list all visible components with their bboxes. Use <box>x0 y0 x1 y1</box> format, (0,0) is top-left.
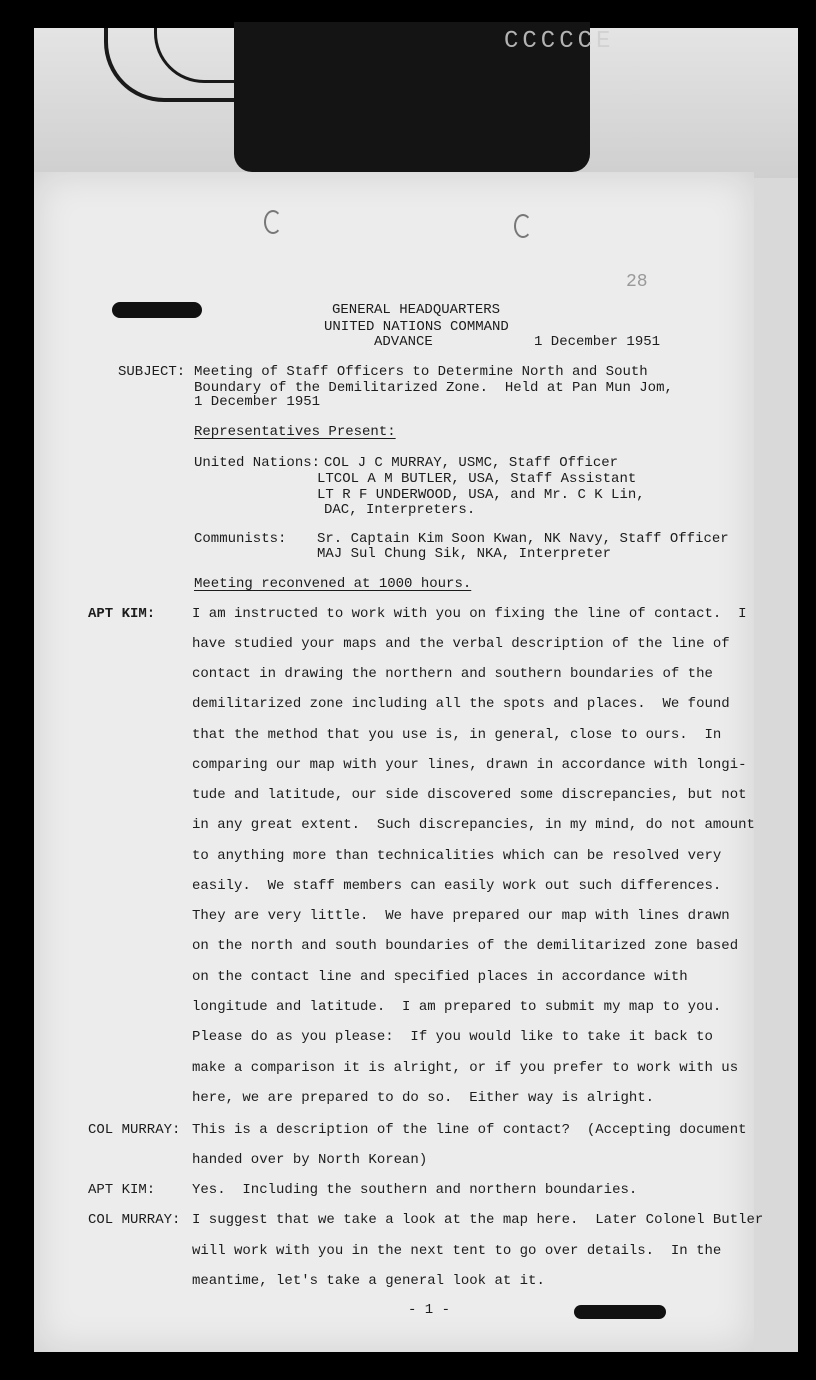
dialogue-line: tude and latitude, our side discovered some discrepancies, but not <box>192 787 747 803</box>
dialogue-line: They are very little. We have prepared our map with lines drawn <box>192 908 730 924</box>
speaker-label: APT KIM: <box>88 606 156 622</box>
dialogue-line: longitude and latitude. I am prepared to submit my map to you. <box>192 999 722 1015</box>
subject-line: Meeting of Staff Officers to Determine North and South <box>194 364 648 380</box>
un-label: United Nations: <box>194 455 321 471</box>
dialogue-line: meantime, let's take a general look at it. <box>192 1273 545 1289</box>
dialogue-line: This is a description of the line of contact? (Accepting document <box>192 1122 747 1138</box>
dialogue-line: Yes. Including the southern and northern boundaries. <box>192 1182 638 1198</box>
speaker-label: COL MURRAY: <box>88 1212 181 1228</box>
dialogue-line: make a comparison it is alright, or if you prefer to work with us <box>192 1060 739 1076</box>
dialogue-line: that the method that you use is, in general, close to ours. In <box>192 727 722 743</box>
comm-rep-line: MAJ Sul Chung Sik, NKA, Interpreter <box>317 546 612 562</box>
clip-backing <box>34 28 798 178</box>
dialogue-line: on the contact line and specified places in accordance with <box>192 969 688 985</box>
meeting-note: Meeting reconvened at 1000 hours. <box>194 576 472 592</box>
representatives-heading: Representatives Present: <box>194 424 396 440</box>
comm-rep-line: Sr. Captain Kim Soon Kwan, NK Navy, Staff Officer <box>317 531 729 547</box>
punch-hole <box>264 210 282 234</box>
dialogue-line: Please do as you please: If you would like to take it back to <box>192 1029 713 1045</box>
un-rep-line: COL J C MURRAY, USMC, Staff Officer <box>324 455 619 471</box>
speaker-label: COL MURRAY: <box>88 1122 181 1138</box>
header-date: 1 December 1951 <box>534 334 661 350</box>
un-rep-line: LT R F UNDERWOOD, USA, and Mr. C K Lin, <box>317 487 645 503</box>
subject-label: SUBJECT: <box>118 364 186 380</box>
dialogue-line: demilitarized zone including all the spots and places. We found <box>192 696 730 712</box>
binder-clip <box>234 22 615 172</box>
communists-label: Communists: <box>194 531 287 547</box>
dialogue-line: handed over by North Korean) <box>192 1152 428 1168</box>
header-line-3: ADVANCE <box>374 334 433 350</box>
redaction-mark <box>574 1305 666 1319</box>
header-line-1: GENERAL HEADQUARTERS <box>332 302 501 318</box>
subject-line: 1 December 1951 <box>194 394 321 410</box>
dialogue-line: I suggest that we take a look at the map here. Later Colonel Butler <box>192 1212 764 1228</box>
dialogue-line: comparing our map with your lines, drawn in accordance with longi- <box>192 757 747 773</box>
dialogue-line: easily. We staff members can easily work out such differences. <box>192 878 722 894</box>
clip-label: CCCCCE <box>504 28 615 55</box>
header-line-2: UNITED NATIONS COMMAND <box>324 319 509 335</box>
dialogue-line: in any great extent. Such discrepancies, in my mind, do not amount <box>192 817 755 833</box>
redaction-mark <box>112 302 202 318</box>
subject-line: Boundary of the Demilitarized Zone. Held at Pan Mun Jom, <box>194 380 673 396</box>
speaker-label: APT KIM: <box>88 1182 156 1198</box>
page-number: - 1 - <box>408 1302 451 1318</box>
dialogue-line: contact in drawing the northern and southern boundaries of the <box>192 666 713 682</box>
dialogue-line: on the north and south boundaries of the demilitarized zone based <box>192 938 739 954</box>
dialogue-line: to anything more than technicalities which can be resolved very <box>192 848 722 864</box>
dialogue-line: will work with you in the next tent to go over details. In the <box>192 1243 722 1259</box>
dialogue-line: here, we are prepared to do so. Either way is alright. <box>192 1090 655 1106</box>
document-page <box>34 172 764 1352</box>
corner-page-number: 28 <box>626 272 648 292</box>
dialogue-line: I am instructed to work with you on fixing the line of contact. I <box>192 606 747 622</box>
punch-hole <box>514 214 532 238</box>
dialogue-line: have studied your maps and the verbal description of the line of <box>192 636 730 652</box>
un-rep-line: DAC, Interpreters. <box>324 502 476 518</box>
un-rep-line: LTCOL A M BUTLER, USA, Staff Assistant <box>317 471 637 487</box>
